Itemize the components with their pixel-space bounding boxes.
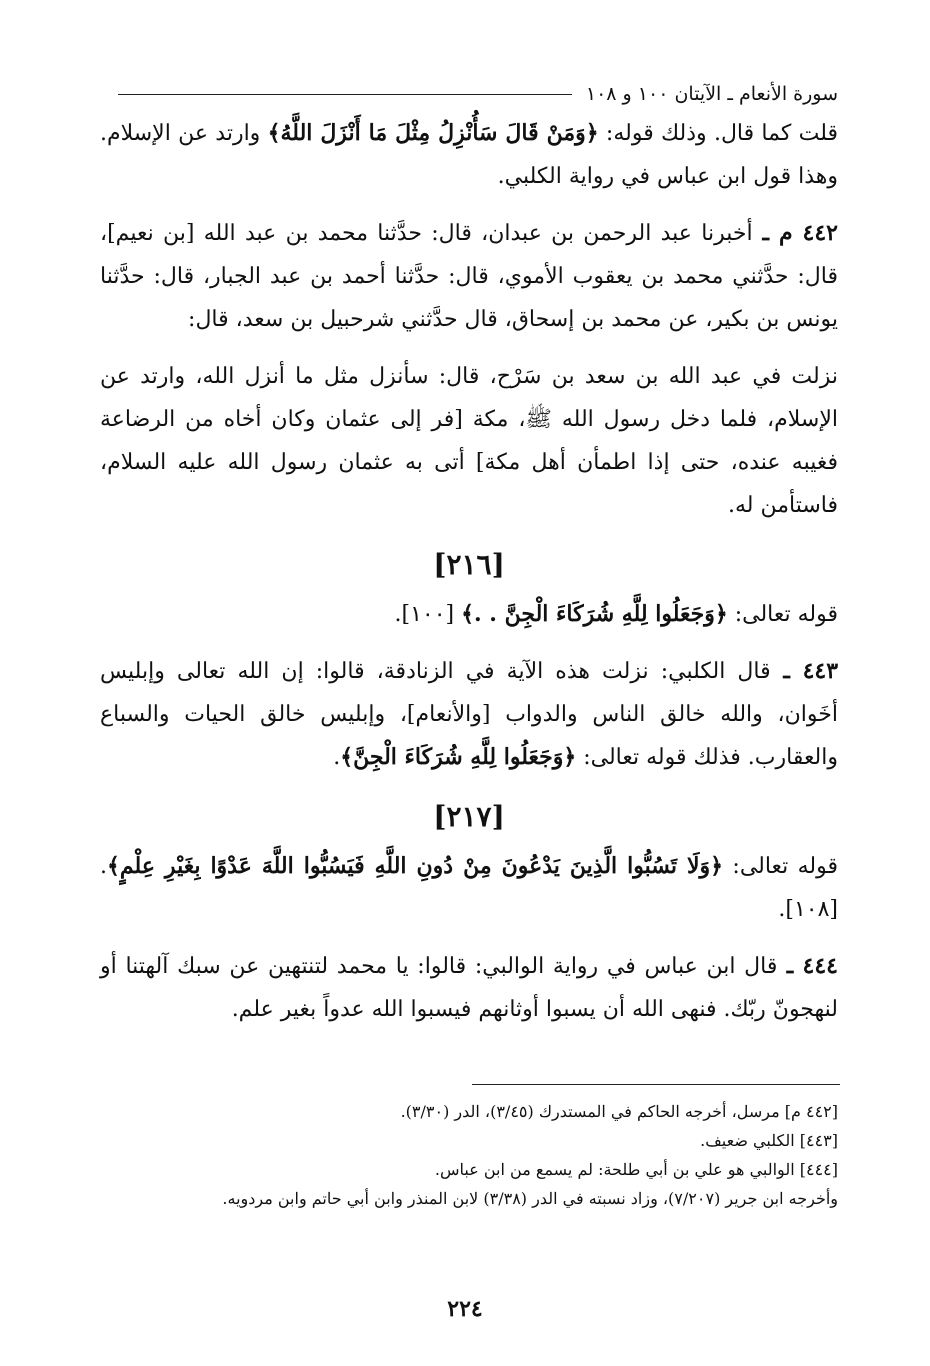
- footnote-443: [٤٤٣] الكلبي ضعيف.: [700, 1131, 838, 1150]
- verse-reference: . [١٠٨].: [100, 854, 838, 922]
- footnote-442m: [٤٤٢ م] مرسل، أخرجه الحاكم في المستدرك (٣/٤٥)، الدر (٣/٣٠).: [400, 1102, 838, 1121]
- footnote-444: [٤٤٤] الوالبي هو علي بن أبي طلحة: لم يسمع من ابن عباس.: [434, 1160, 838, 1179]
- header-rule: [118, 94, 572, 95]
- paragraph-text-after: .: [333, 745, 341, 770]
- paragraph-text: قوله تعالى:: [727, 602, 838, 627]
- paragraph-444: [100, 945, 838, 1031]
- page-number: ٢٢٤: [447, 1296, 483, 1322]
- running-header: [118, 74, 838, 114]
- paragraph-0: [100, 112, 838, 198]
- footnote-444-continued: وأخرجه ابن جرير (٧/٢٠٧)، وزاد نسبته في الدر (٣/٣٨) لابن المنذر وابن أبي حاتم وابن مردويه.: [222, 1189, 838, 1208]
- verse-reference: [١٠٠].: [394, 602, 462, 627]
- paragraph-verse-108: [100, 845, 838, 931]
- paragraph-text: قال ابن عباس في رواية الوالبي: قالوا: يا محمد لتنتهين عن سبك آلهتنا أو لنهجونّ ربّك. فنهى الله أن يسبوا أوثانهم فيسبوا الله عدواً بغير علم.: [100, 954, 838, 1022]
- paragraph-442m: [100, 212, 838, 341]
- paragraph-text: قال الكلبي: نزلت هذه الآية في الزنادقة، قالوا: إن الله تعالى وإبليس أخَوان، والله خالق الناس والدواب [والأنعام]، وإبليس خالق الحيات والسباع والعقارب. فذلك قوله تعالى:: [100, 659, 838, 770]
- paragraph-text: أخبرنا عبد الرحمن بن عبدان، قال: حدَّثنا محمد بن عبد الله [بن نعيم]، قال: حدَّثني محمد بن يعقوب الأموي، قال: حدَّثنا أحمد بن عبد الجبار، قال: حدَّثنا يونس بن بكير، عن محمد بن إسحاق، قال حدَّثني شرحبيل بن سعد، قال:: [100, 221, 838, 332]
- paragraph-text: قلت كما قال. وذلك قوله:: [598, 121, 839, 146]
- quran-verse: ﴿وَمَنْ قَالَ سَأُنْزِلُ مِثْلَ مَا أَنْزَلَ اللَّهُ﴾: [267, 120, 599, 146]
- footnote-rule: [472, 1084, 840, 1085]
- paragraph-text-after: وارتد عن الإسلام. وهذا قول ابن عباس في رواية الكلبي.: [100, 121, 838, 189]
- header-title: سورة الأنعام ـ الآيتان ١٠٠ و ١٠٨: [585, 83, 838, 105]
- footnote-rule-wrap: [100, 1084, 838, 1085]
- report-number: ٤٤٤ ـ: [777, 953, 838, 979]
- footnotes: [100, 1084, 838, 1213]
- report-number: ٤٤٣ ـ: [770, 658, 839, 684]
- paragraph-narration: [100, 355, 838, 527]
- quran-verse: ﴿وَجَعَلُوا لِلَّهِ شُرَكَاءَ الْجِنَّ﴾: [340, 744, 577, 770]
- quran-verse: ﴿وَلَا تَسُبُّوا الَّذِينَ يَدْعُونَ مِنْ دُونِ اللَّهِ فَيَسُبُّوا اللَّهَ عَدْوًا بِغَيْرِ عِلْمٍ﴾: [107, 853, 724, 879]
- paragraph-text: قوله تعالى:: [723, 854, 839, 879]
- paragraph-443: [100, 650, 838, 779]
- section-number-217: [٢١٧]: [433, 800, 505, 833]
- quran-verse: ﴿وَجَعَلُوا لِلَّهِ شُرَكَاءَ الْجِنَّ . .﴾: [461, 601, 728, 627]
- report-number: ٤٤٢ م ـ: [752, 220, 838, 246]
- main-text: [100, 112, 838, 1045]
- paragraph-text: نزلت في عبد الله بن سعد بن سَرْح، قال: سأنزل مثل ما أنزل الله، وارتد عن الإسلام، فلما دخل رسول الله ﷺ، مكة [فر إلى عثمان وكان أخاه من الرضاعة فغيبه عنده، حتى إذا اطمأن أهل مكة] أتى به عثمان رسول الله عليه السلام، فاستأمن له.: [100, 364, 838, 518]
- paragraph-verse-100: [100, 593, 838, 636]
- section-number-216: [٢١٦]: [433, 548, 505, 581]
